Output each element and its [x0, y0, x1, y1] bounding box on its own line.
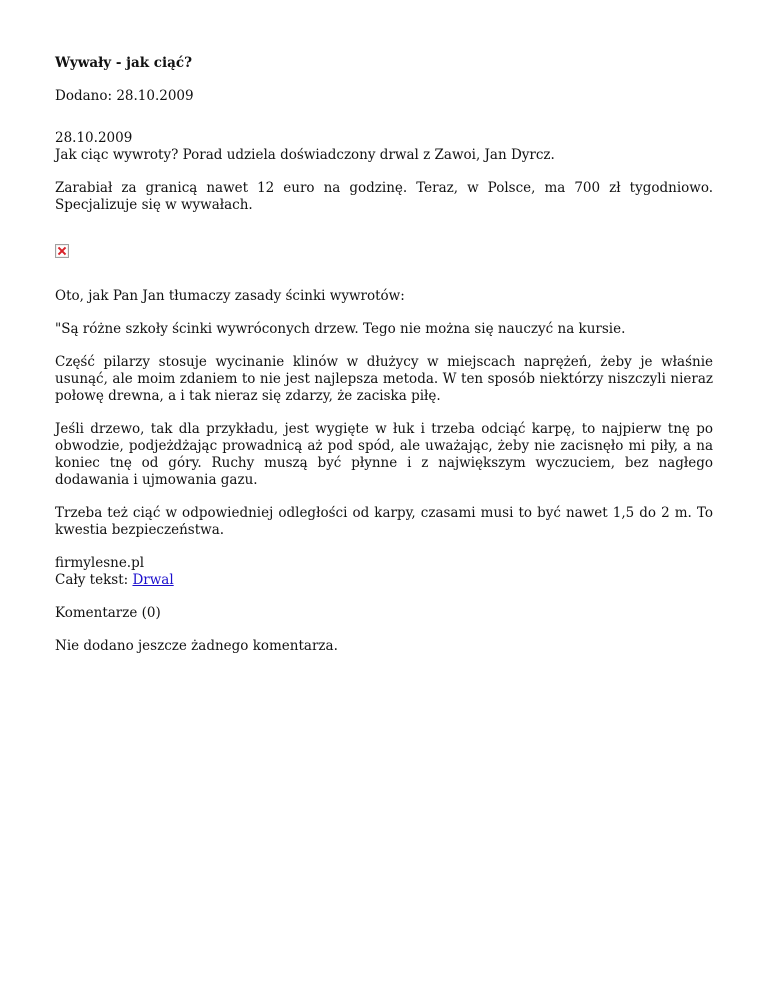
comments-empty: Nie dodano jeszcze żadnego komentarza. [55, 638, 338, 654]
added-label: Dodano: [55, 88, 113, 104]
full-text-link[interactable]: Drwal [132, 572, 174, 588]
paragraph-2: Oto, jak Pan Jan tłumaczy zasady ścinki wywrotów: [55, 288, 405, 304]
paragraph-5: Jeśli drzewo, tak dla przykładu, jest wygięte w łuk i trzeba odciąć karpę, to najpierw tnę po obwodzie, podjeżdżając prowadnicą aż pod spód, ale uważając, żeby nie zacisnęło mi piły, a na koniec tnę od góry. Ruchy muszą być płynne i z największym wyczuciem, bez nagłego dodawania i ujmowania gazu. [55, 421, 713, 488]
source-name: firmylesne.pl [55, 555, 145, 571]
comments-header: Komentarze (0) [55, 605, 161, 621]
article-lead: Jak ciąc wywroty? Porad udziela doświadczony drwal z Zawoi, Jan Dyrcz. [55, 147, 555, 163]
paragraph-6: Trzeba też ciąć w odpowiedniej odległości od karpy, czasami musi to być nawet 1,5 do 2 m. To kwestia bezpieczeństwa. [55, 505, 713, 538]
full-text-line [55, 572, 713, 589]
full-text-label: Cały tekst: [55, 572, 129, 588]
article-image [55, 244, 713, 258]
added-line [55, 88, 713, 105]
broken-image-icon [55, 244, 69, 258]
source-block [55, 555, 713, 589]
paragraph-4: Część pilarzy stosuje wycinanie klinów w dłużycy w miejscach naprężeń, żeby je właśnie usunąć, ale moim zdaniem to nie jest najlepsza metoda. W ten sposób niektórzy niszczyli nieraz połowę drewna, a i tak nieraz się zdarzy, że zaciska piłę. [55, 354, 713, 404]
added-date: 28.10.2009 [116, 88, 194, 104]
paragraph-1: Zarabiał za granicą nawet 12 euro na godzinę. Teraz, w Polsce, ma 700 zł tygodniowo. Specjalizuje się w wywałach. [55, 180, 713, 213]
article-intro [55, 130, 713, 164]
paragraph-3: "Są różne szkoły ścinki wywróconych drzew. Tego nie można się nauczyć na kursie. [55, 321, 626, 337]
article-title: Wywały - jak ciąć? [55, 55, 193, 71]
article-date: 28.10.2009 [55, 130, 133, 146]
